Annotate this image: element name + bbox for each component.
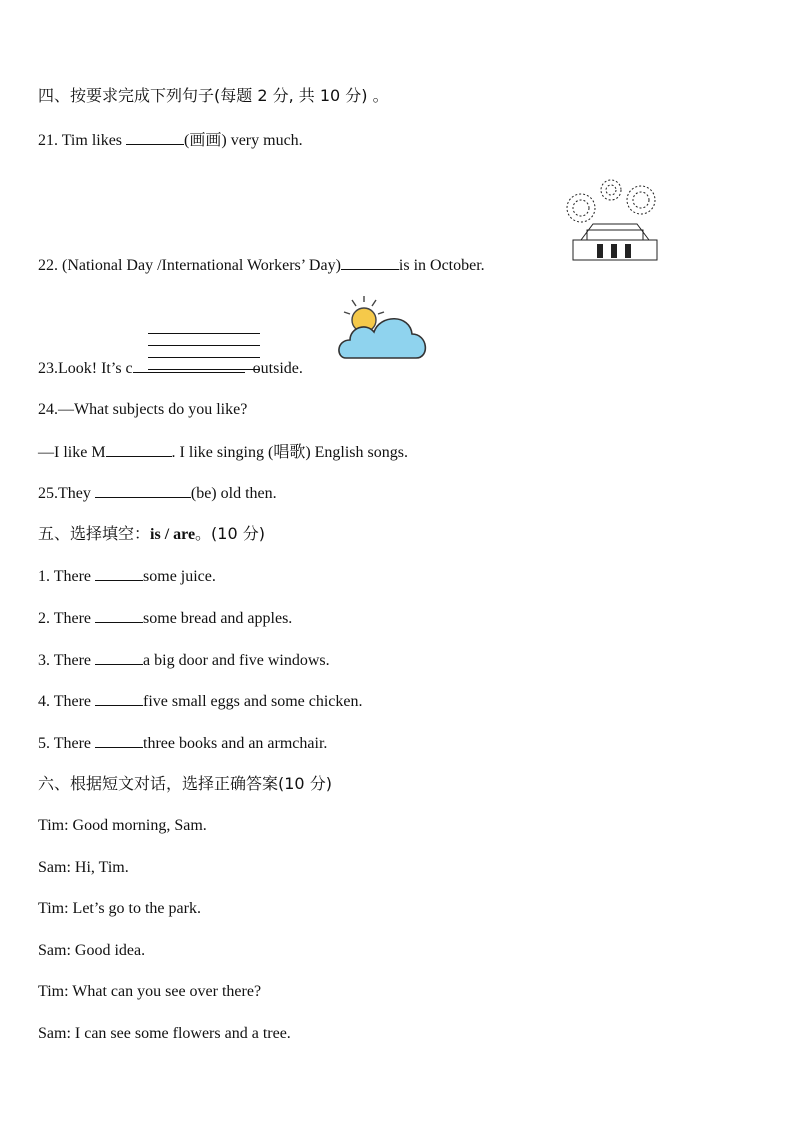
dialogue-line: Tim: What can you see over there? [38, 983, 262, 1000]
choice-item [38, 733, 327, 754]
question-23 [38, 358, 303, 379]
q23-suffix: outside. [252, 360, 303, 377]
dialogue-line: Sam: Hi, Tim. [38, 859, 129, 876]
q23-blank[interactable] [133, 358, 245, 373]
section5-heading [38, 524, 265, 545]
choice-prefix: 3. There [38, 652, 92, 669]
q22-prefix: 22. (National Day /International Workers’ Day) [38, 257, 341, 274]
fireworks-gate-icon [563, 178, 663, 264]
q21-blank[interactable] [126, 130, 184, 145]
cloudy-icon [336, 292, 430, 370]
choice-item [38, 566, 216, 587]
choice-item [38, 691, 363, 712]
choice-suffix: a big door and five windows. [143, 652, 330, 669]
q22-suffix: is in October. [398, 257, 485, 274]
choice-blank[interactable] [95, 691, 143, 706]
dialogue-line: Sam: I can see some flowers and a tree. [38, 1025, 291, 1042]
writing-line [148, 346, 260, 358]
question-21 [38, 130, 303, 151]
q25-prefix: 25.They [38, 485, 91, 502]
choice-item [38, 650, 330, 671]
dialogue-line: Tim: Let’s go to the park. [38, 900, 201, 917]
section6-heading: 六、根据短文对话，选择正确答案(10 分) [38, 774, 332, 793]
section5-heading-tail: 。(10 分) [195, 524, 265, 543]
choice-blank[interactable] [95, 566, 143, 581]
section5-heading-cn: 五、选择填空： [38, 524, 151, 543]
choice-blank[interactable] [95, 608, 143, 623]
question-25 [38, 483, 277, 504]
choice-blank[interactable] [95, 733, 143, 748]
question-22 [38, 255, 485, 276]
q21-suffix: (画画) very much. [184, 132, 303, 149]
choice-suffix: some juice. [143, 568, 216, 585]
choice-blank[interactable] [95, 650, 143, 665]
choice-prefix: 5. There [38, 735, 92, 752]
choice-prefix: 4. There [38, 693, 92, 710]
section4-heading: 四、按要求完成下列句子(每题 2 分, 共 10 分) 。 [38, 86, 389, 105]
choice-suffix: five small eggs and some chicken. [143, 693, 363, 710]
choice-prefix: 1. There [38, 568, 92, 585]
question-24-answer [38, 442, 408, 463]
dialogue-line: Tim: Good morning, Sam. [38, 817, 207, 834]
writing-line [148, 322, 260, 334]
q24-suffix: . I like singing (唱歌) English songs. [171, 444, 408, 461]
q21-prefix: 21. Tim likes [38, 132, 123, 149]
choice-suffix: some bread and apples. [143, 610, 293, 627]
q23-prefix: 23.Look! It’s c [38, 360, 133, 377]
q22-blank[interactable] [341, 255, 399, 270]
choice-item [38, 608, 292, 629]
q24-prefix: —I like M [38, 444, 106, 461]
question-24: 24.—What subjects do you like? [38, 401, 248, 418]
section5-heading-options: is / are [150, 526, 196, 543]
q25-suffix: (be) old then. [190, 485, 277, 502]
q25-blank[interactable] [95, 483, 191, 498]
choice-suffix: three books and an armchair. [143, 735, 328, 752]
writing-line [148, 334, 260, 346]
choice-prefix: 2. There [38, 610, 92, 627]
dialogue-line: Sam: Good idea. [38, 942, 146, 959]
q24-blank[interactable] [106, 442, 172, 457]
